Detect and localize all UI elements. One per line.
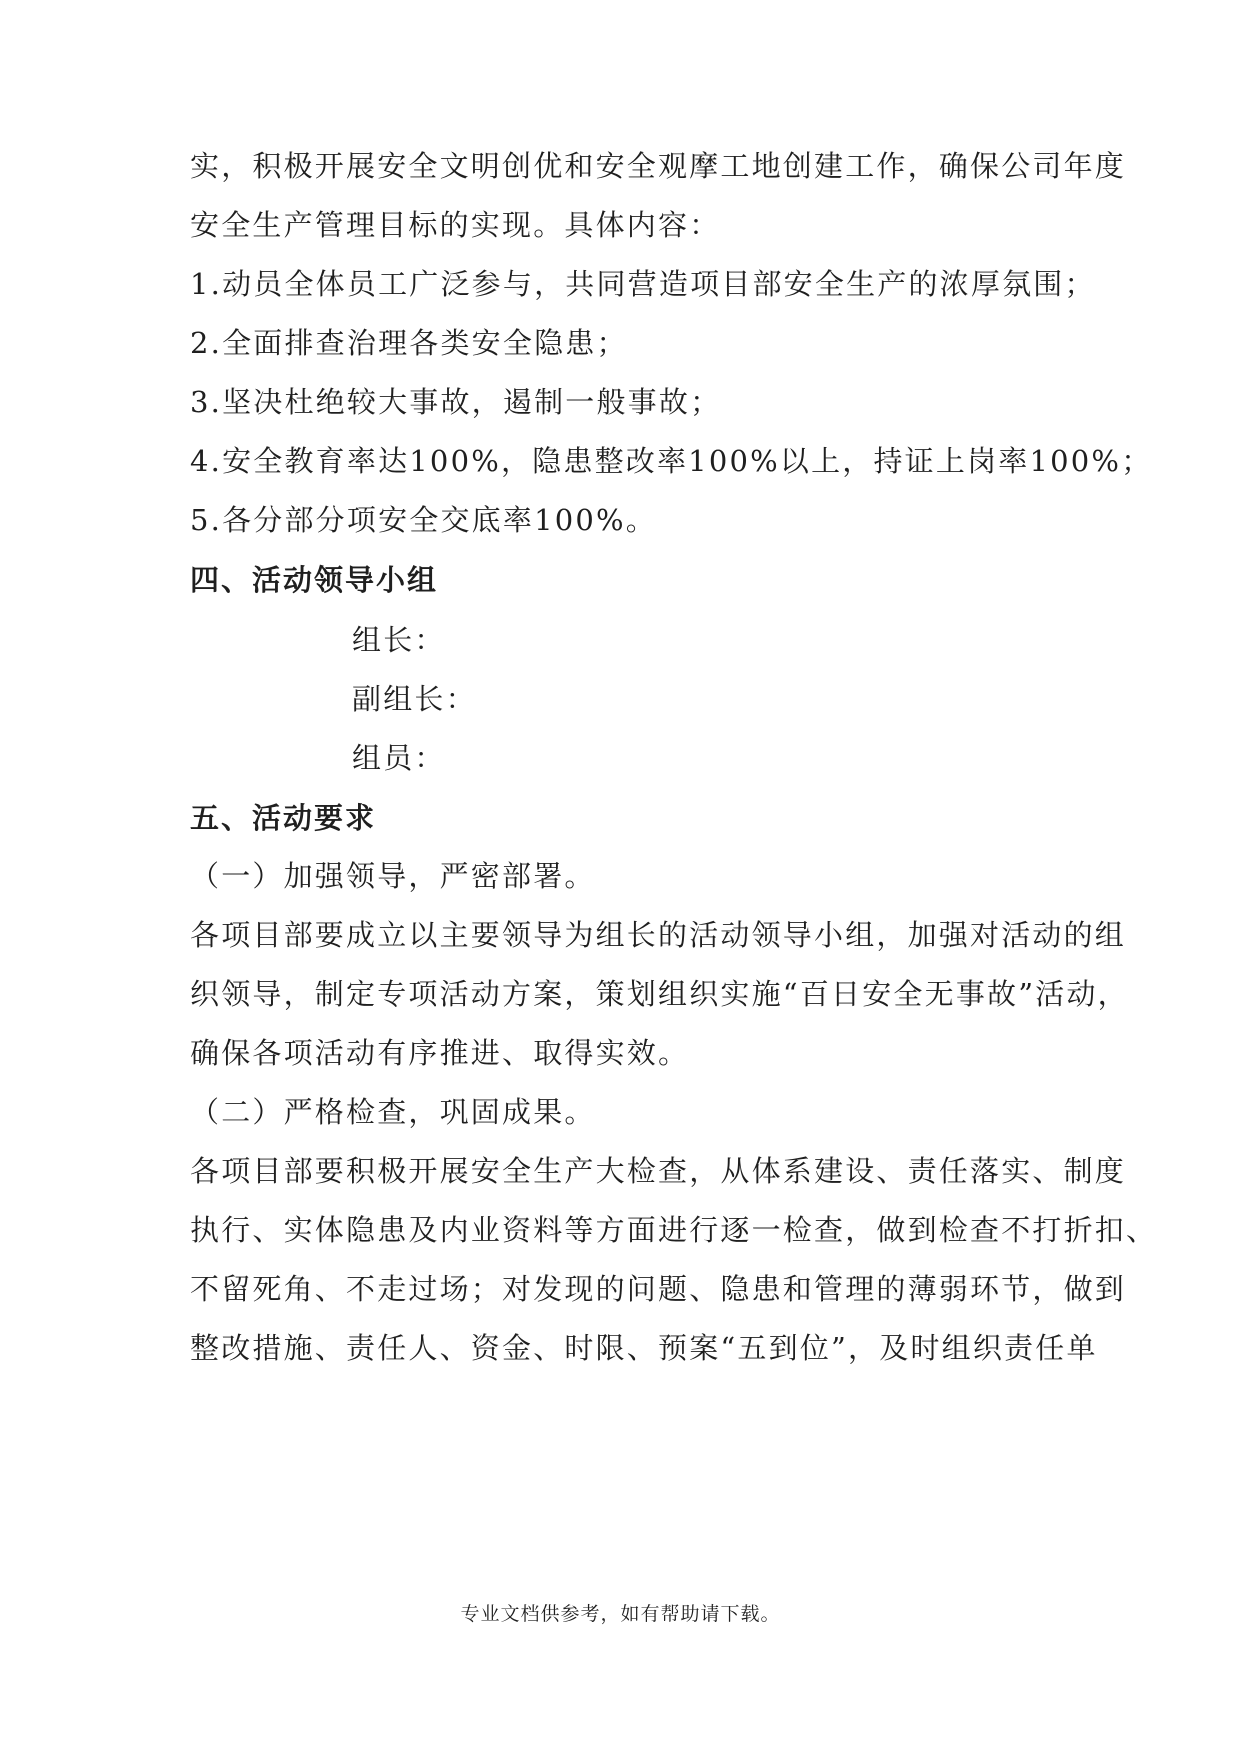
list-item: 5.各分部分项安全交底率100%。 — [190, 503, 657, 537]
section-heading: 四、活动领导小组 — [190, 563, 439, 597]
paragraph-line: 整改措施、责任人、资金、时限、预案“五到位”，及时组织责任单 — [190, 1331, 1098, 1365]
list-item: 3.坚决杜绝较大事故，遏制一般事故； — [190, 385, 722, 419]
paragraph-line: 各项目部要积极开展安全生产大检查，从体系建设、责任落实、制度 — [190, 1154, 1127, 1188]
section-heading: 五、活动要求 — [190, 801, 377, 835]
paragraph-line: 执行、实体隐患及内业资料等方面进行逐一检查，做到检查不打折扣、 — [190, 1213, 1158, 1247]
page-footer: 专业文档供参考，如有帮助请下载。 — [460, 1603, 781, 1625]
paragraph-line: 织领导，制定专项活动方案，策划组织实施“百日安全无事故”活动， — [190, 977, 1129, 1011]
subsection-title: （二）严格检查，巩固成果。 — [190, 1095, 596, 1129]
list-item: 2.全面排查治理各类安全隐患； — [190, 326, 628, 360]
subsection-title: （一）加强领导，严密部署。 — [190, 859, 596, 893]
paragraph-line: 不留死角、不走过场；对发现的问题、隐患和管理的薄弱环节，做到 — [190, 1272, 1127, 1306]
paragraph-line: 实，积极开展安全文明创优和安全观摩工地创建工作，确保公司年度 — [190, 149, 1127, 183]
member-label: 组长： — [352, 623, 446, 657]
member-label: 组员： — [352, 741, 446, 775]
list-item: 1.动员全体员工广泛参与，共同营造项目部安全生产的浓厚氛围； — [190, 267, 1096, 301]
paragraph-line: 各项目部要成立以主要领导为组长的活动领导小组，加强对活动的组 — [190, 918, 1127, 952]
paragraph-line: 安全生产管理目标的实现。具体内容： — [190, 208, 721, 242]
list-item: 4.安全教育率达100%，隐患整改率100%以上，持证上岗率100%； — [190, 444, 1153, 478]
member-label: 副组长： — [352, 682, 477, 716]
paragraph-line: 确保各项活动有序推进、取得实效。 — [190, 1036, 690, 1070]
